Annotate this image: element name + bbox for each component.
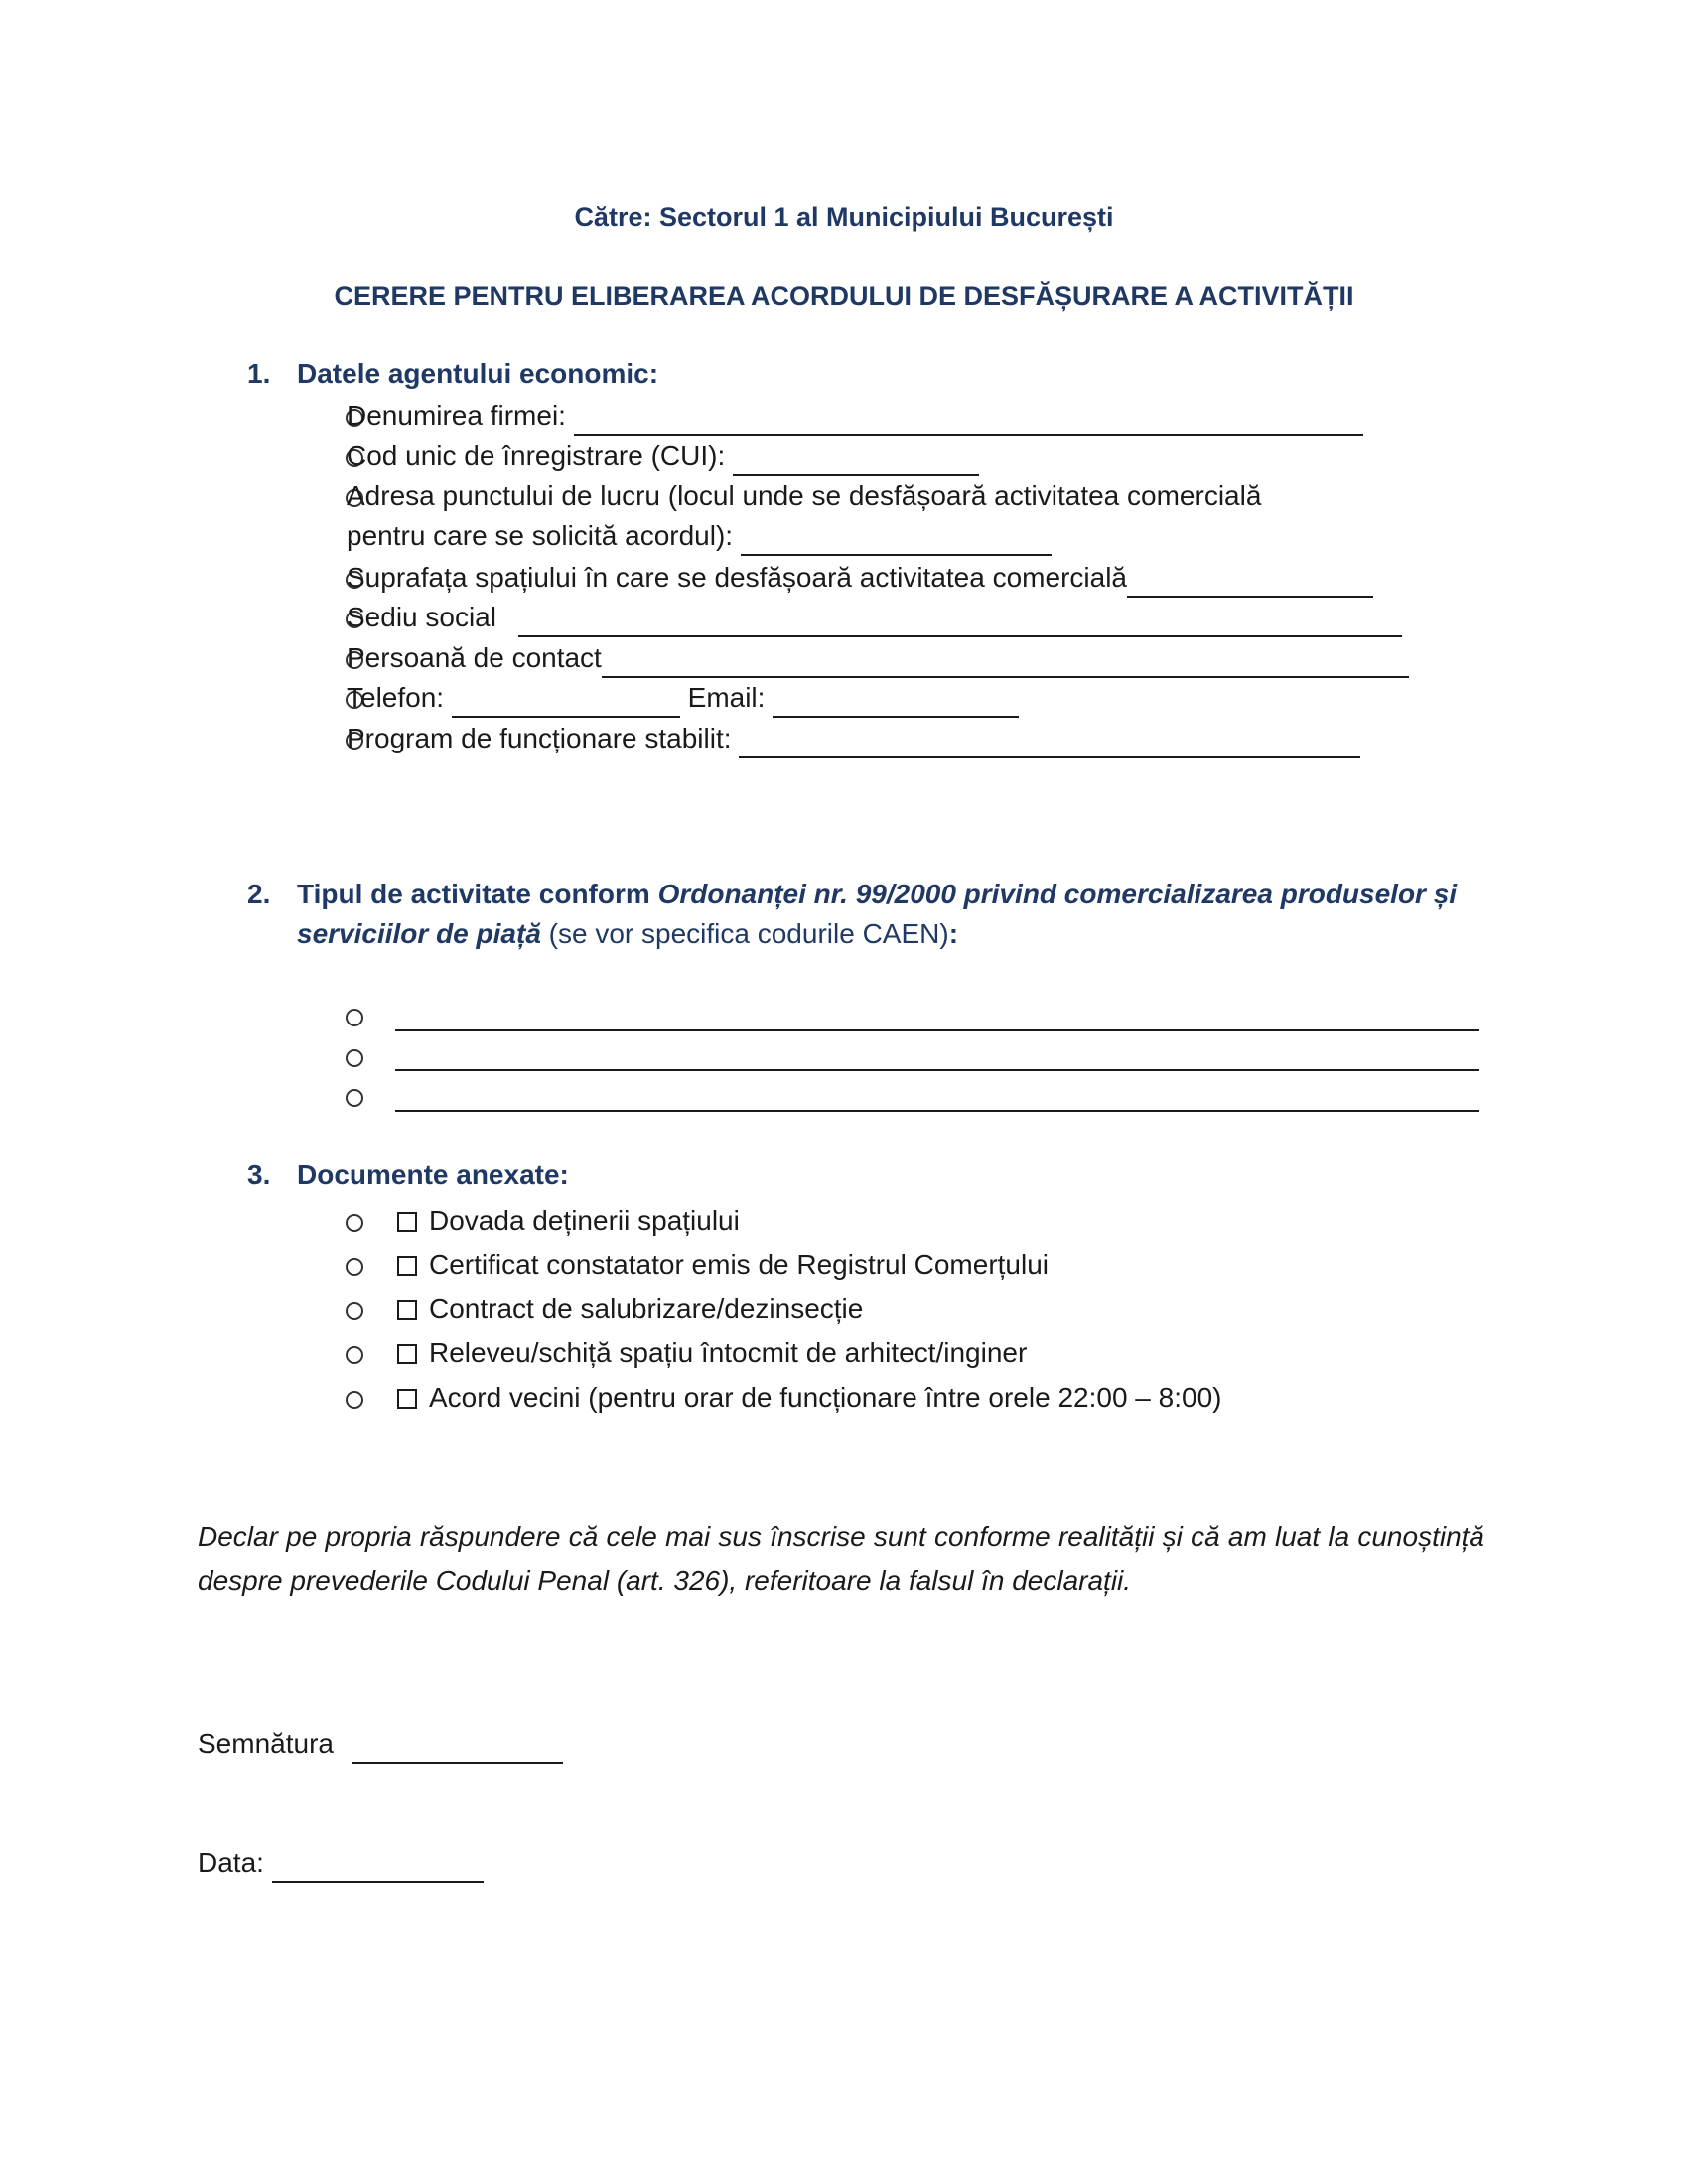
checkbox-icon[interactable] <box>397 1256 417 1276</box>
caen-code-input-line-1[interactable] <box>395 1029 1479 1031</box>
bullet-icon <box>346 1214 363 1232</box>
email-input-line[interactable] <box>773 686 1019 718</box>
cui-label: Cod unic de înregistrare (CUI): <box>347 440 726 471</box>
caen-code-input-line-3[interactable] <box>395 1110 1479 1112</box>
section-1-title: Datele agentului economic: <box>297 358 659 389</box>
section-2-colon: : <box>948 918 959 949</box>
section-1-number: 1. <box>247 358 271 389</box>
document-item-4 <box>397 1333 1027 1373</box>
date-label: Data: <box>198 1847 264 1878</box>
caen-code-input-line-2[interactable] <box>395 1069 1479 1071</box>
cui-input-line[interactable] <box>733 444 979 476</box>
section-2-number: 2. <box>247 879 271 909</box>
section-1-heading <box>247 355 658 393</box>
checkbox-icon[interactable] <box>397 1300 417 1320</box>
document-item-5 <box>397 1378 1221 1418</box>
bullet-icon <box>346 1089 363 1107</box>
bullet-icon <box>346 1009 363 1026</box>
document-label: Dovada deținerii spațiului <box>429 1205 740 1236</box>
phone-email-field <box>347 678 1019 718</box>
checkbox-icon[interactable] <box>397 1389 417 1409</box>
document-item-2 <box>397 1245 1049 1285</box>
bullet-icon <box>346 1391 363 1409</box>
address-field-line1 <box>347 477 1261 516</box>
recipient-heading: Către: Sectorul 1 al Municipiului București <box>574 203 1114 232</box>
contact-person-input-line[interactable] <box>602 646 1409 678</box>
cui-field <box>347 436 979 476</box>
document-item-1 <box>397 1201 740 1241</box>
surface-input-line[interactable] <box>1127 566 1373 598</box>
bullet-icon <box>346 1049 363 1067</box>
document-label: Contract de salubrizare/dezinsecție <box>429 1294 864 1324</box>
schedule-label: Program de funcționare stabilit: <box>347 723 732 753</box>
checkbox-icon[interactable] <box>397 1212 417 1232</box>
document-title: CERERE PENTRU ELIBERAREA ACORDULUI DE DESFĂȘURARE A ACTIVITĂȚII <box>334 281 1354 311</box>
headquarters-label: Sediu social <box>347 602 496 632</box>
email-label: Email: <box>687 682 766 713</box>
headquarters-input-line[interactable] <box>518 606 1402 637</box>
schedule-input-line[interactable] <box>739 727 1360 758</box>
section-2-caen-note: (se vor specifica codurile CAEN) <box>540 918 949 949</box>
section-2-title <box>297 875 1488 954</box>
signature-field <box>198 1724 563 1764</box>
address-field-line2 <box>347 516 1052 556</box>
section-3-heading <box>247 1157 569 1194</box>
section-2-title-bold: Tipul de activitate conform <box>297 879 658 909</box>
date-input-line[interactable] <box>272 1851 484 1883</box>
firm-name-field <box>347 396 1363 436</box>
address-label-line1: Adresa punctului de lucru (locul unde se desfășoară activitatea comercială <box>347 480 1262 511</box>
document-label: Releveu/schiță spațiu întocmit de arhitect/inginer <box>429 1337 1028 1368</box>
phone-label: Telefon: <box>347 682 445 713</box>
section-2-heading <box>247 875 1488 954</box>
section-2-ordinance: Ordonanței nr. 99/2000 privind comercializarea produselor și serviciilor de piață <box>297 879 1458 949</box>
bullet-icon <box>346 1346 363 1364</box>
headquarters-field <box>347 598 1402 637</box>
section-3-number: 3. <box>247 1160 271 1190</box>
surface-field <box>347 558 1373 598</box>
schedule-field <box>347 719 1360 758</box>
document-item-3 <box>397 1290 863 1329</box>
bullet-icon <box>346 1302 363 1320</box>
firm-name-label: Denumirea firmei: <box>347 400 566 431</box>
address-input-line[interactable] <box>741 524 1052 556</box>
surface-label: Suprafața spațiului în care se desfășoară activitatea comercială <box>347 562 1127 593</box>
document-label: Certificat constatator emis de Registrul Comerțului <box>429 1249 1050 1280</box>
contact-person-field <box>347 638 1409 678</box>
section-3-title: Documente anexate: <box>297 1160 569 1190</box>
address-label-line2: pentru care se solicită acordul): <box>347 520 734 551</box>
document-label: Acord vecini (pentru orar de funcționare între orele 22:00 – 8:00) <box>429 1382 1222 1413</box>
bullet-icon <box>346 1258 363 1276</box>
firm-name-input-line[interactable] <box>574 404 1363 436</box>
signature-input-line[interactable] <box>352 1732 563 1764</box>
date-field <box>198 1843 484 1883</box>
phone-input-line[interactable] <box>452 686 680 718</box>
checkbox-icon[interactable] <box>397 1344 417 1364</box>
contact-person-label: Persoană de contact <box>347 642 602 673</box>
signature-label: Semnătura <box>198 1728 334 1759</box>
declaration-text: Declar pe propria răspundere că cele mai sus înscrise sunt conforme realității și că am luat la cunoștință despre prevederile Codului Penal (art. 326), referitoare la falsul în declarații. <box>198 1521 1484 1596</box>
